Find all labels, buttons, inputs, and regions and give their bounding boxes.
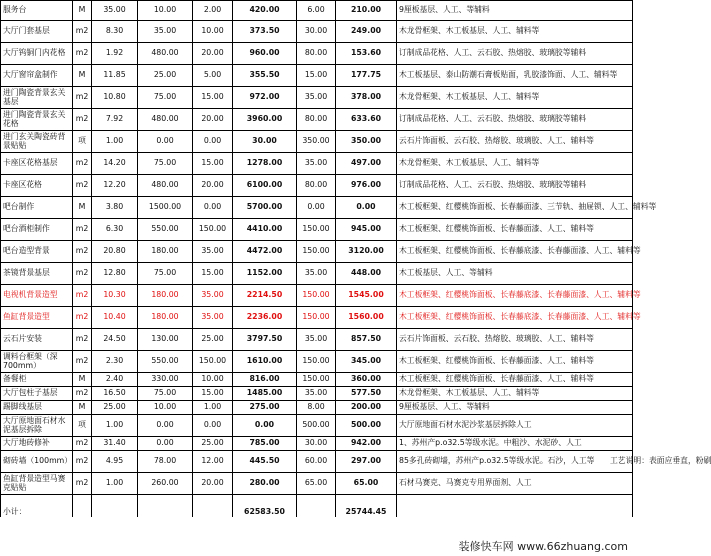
row-material-subtotal: 420.00 <box>233 1 297 21</box>
row-labor-price: 8.00 <box>297 401 336 415</box>
row-item-name: 卡座区花格基层 <box>1 153 73 175</box>
row-unit: m2 <box>73 387 92 401</box>
row-aux-price: 12.00 <box>193 451 233 473</box>
table-row <box>1 131 633 153</box>
row-material-subtotal: 816.00 <box>233 373 297 387</box>
row-unit: m2 <box>73 219 92 241</box>
row-remark: 1、苏州产p.o32.5等级水泥。中粗沙、水泥砂、人工 <box>397 437 633 451</box>
row-aux-price: 10.00 <box>193 21 233 43</box>
row-remark: 木龙骨框架、木工板基层、人工、辅料等 <box>397 87 633 109</box>
row-material-subtotal: 30.00 <box>233 131 297 153</box>
row-material-subtotal: 5700.00 <box>233 197 297 219</box>
row-material-subtotal: 6100.00 <box>233 175 297 197</box>
row-labor-subtotal: 0.00 <box>336 197 397 219</box>
row-remark: 9厘板基层、人工、等辅料 <box>397 401 633 415</box>
row-labor-subtotal: 942.00 <box>336 437 397 451</box>
table-row <box>1 175 633 197</box>
row-material-subtotal: 0.00 <box>233 415 297 437</box>
row-item-name: 进门陶瓷背景玄关基层 <box>1 87 73 109</box>
row-quantity: 4.95 <box>92 451 138 473</box>
row-item-name: 调料台框架（深700mm） <box>1 351 73 373</box>
row-aux-price: 25.00 <box>193 329 233 351</box>
row-quantity: 6.30 <box>92 219 138 241</box>
row-item-name: 云石片安装 <box>1 329 73 351</box>
row-labor-price: 150.00 <box>297 373 336 387</box>
row-unit: 项 <box>73 415 92 437</box>
row-labor-price: 150.00 <box>297 241 336 263</box>
row-unit: m2 <box>73 451 92 473</box>
row-labor-subtotal: 153.60 <box>336 43 397 65</box>
total-subtotal-2: 25744.45 <box>336 495 397 517</box>
row-aux-price: 20.00 <box>193 109 233 131</box>
table-row <box>1 43 633 65</box>
row-quantity: 10.40 <box>92 307 138 329</box>
row-unit: m2 <box>73 241 92 263</box>
row-material-price: 0.00 <box>138 131 193 153</box>
row-item-name: 吧台制作 <box>1 197 73 219</box>
row-remark: 木工板框架、红樱桃饰面板、长春藤底漆、长春藤面漆、人工、辅料等 <box>397 241 633 263</box>
row-quantity: 8.30 <box>92 21 138 43</box>
row-labor-price: 35.00 <box>297 263 336 285</box>
row-remark: 云石片饰面板、云石胶、热熔胶、玻璃胶、人工、辅料等 <box>397 329 633 351</box>
row-quantity: 24.50 <box>92 329 138 351</box>
row-item-name: 电视机背景造型 <box>1 285 73 307</box>
row-material-subtotal: 275.00 <box>233 401 297 415</box>
table-row <box>1 1 633 21</box>
row-material-price: 75.00 <box>138 263 193 285</box>
row-item-name: 茶镜背景基层 <box>1 263 73 285</box>
row-unit: M <box>73 197 92 219</box>
table-row <box>1 109 633 131</box>
table-row <box>1 473 633 495</box>
table-row <box>1 401 633 415</box>
row-item-name: 鱼缸背景造型 <box>1 307 73 329</box>
table-row <box>1 415 633 437</box>
row-item-name: 吧台造型背景 <box>1 241 73 263</box>
row-aux-price: 35.00 <box>193 307 233 329</box>
row-aux-price: 15.00 <box>193 153 233 175</box>
row-labor-subtotal: 3120.00 <box>336 241 397 263</box>
row-material-subtotal: 1485.00 <box>233 387 297 401</box>
row-labor-price: 500.00 <box>297 415 336 437</box>
table-row <box>1 21 633 43</box>
row-remark: 木工板框架、红樱桃饰面板、长春藤面漆、三节轨、抽屉锁、人工、辅料等 <box>397 197 633 219</box>
row-remark: 订制成品花格、人工、云石胶、热熔胶、玻璃胶等辅料 <box>397 43 633 65</box>
row-item-name: 备餐柜 <box>1 373 73 387</box>
row-quantity: 12.20 <box>92 175 138 197</box>
row-material-subtotal: 785.00 <box>233 437 297 451</box>
row-remark: 大厅原地面石材水泥沙浆基层拆除人工 <box>397 415 633 437</box>
row-material-price: 180.00 <box>138 241 193 263</box>
row-unit: M <box>73 1 92 21</box>
row-material-price: 75.00 <box>138 387 193 401</box>
row-material-price: 480.00 <box>138 175 193 197</box>
row-labor-subtotal: 200.00 <box>336 401 397 415</box>
row-material-price: 35.00 <box>138 21 193 43</box>
row-quantity: 2.30 <box>92 351 138 373</box>
row-remark: 9厘板基层、人工、等辅料 <box>397 1 633 21</box>
row-remark: 订制成品花格、人工、云石胶、热熔胶、玻璃胶等辅料 <box>397 109 633 131</box>
row-remark: 85多孔砖砌墙，苏州产p.o32.5等级水泥。石沙，人工等 工艺说明：表面应垂直，粉刷 <box>397 451 633 473</box>
row-labor-price: 150.00 <box>297 307 336 329</box>
total-row <box>1 495 633 517</box>
row-material-price: 480.00 <box>138 43 193 65</box>
table-row <box>1 197 633 219</box>
row-remark: 木工板框架、红樱桃饰面板、长春藤面漆、人工、辅料等 <box>397 351 633 373</box>
row-remark: 木工板框架、红樱桃饰面板、长春藤底漆、长春藤面漆、人工、辅料等 <box>397 307 633 329</box>
row-labor-price: 35.00 <box>297 329 336 351</box>
row-labor-subtotal: 350.00 <box>336 131 397 153</box>
row-labor-price: 15.00 <box>297 65 336 87</box>
row-aux-price: 10.00 <box>193 373 233 387</box>
row-aux-price: 2.00 <box>193 1 233 21</box>
row-material-price: 260.00 <box>138 473 193 495</box>
row-labor-price: 80.00 <box>297 175 336 197</box>
table-row <box>1 387 633 401</box>
table-row <box>1 219 633 241</box>
row-aux-price: 20.00 <box>193 473 233 495</box>
row-labor-subtotal: 345.00 <box>336 351 397 373</box>
row-quantity: 12.80 <box>92 263 138 285</box>
row-labor-price: 80.00 <box>297 43 336 65</box>
row-remark: 木龙骨框架、木工板基层、人工、辅料等 <box>397 21 633 43</box>
row-labor-price: 35.00 <box>297 387 336 401</box>
table-row <box>1 307 633 329</box>
row-labor-price: 80.00 <box>297 109 336 131</box>
row-remark: 云石片饰面板、云石胶、热熔胶、玻璃胶、人工、辅料等 <box>397 131 633 153</box>
row-quantity: 1.92 <box>92 43 138 65</box>
row-material-subtotal: 960.00 <box>233 43 297 65</box>
row-unit: m2 <box>73 285 92 307</box>
row-material-subtotal: 2236.00 <box>233 307 297 329</box>
row-aux-price: 15.00 <box>193 87 233 109</box>
row-unit: M <box>73 373 92 387</box>
row-aux-price: 35.00 <box>193 285 233 307</box>
row-unit: m2 <box>73 329 92 351</box>
row-labor-subtotal: 497.00 <box>336 153 397 175</box>
row-item-name: 大厅钨铜门内花格 <box>1 43 73 65</box>
table-row <box>1 373 633 387</box>
row-material-price: 75.00 <box>138 87 193 109</box>
row-quantity: 10.30 <box>92 285 138 307</box>
row-material-price: 180.00 <box>138 285 193 307</box>
row-item-name: 吧台酒柜制作 <box>1 219 73 241</box>
row-item-name: 鱼缸背景造型马赛克贴贴 <box>1 473 73 495</box>
row-aux-price: 5.00 <box>193 65 233 87</box>
row-labor-price: 30.00 <box>297 437 336 451</box>
row-quantity: 7.92 <box>92 109 138 131</box>
row-item-name: 大厅原地面石材水泥基层拆除 <box>1 415 73 437</box>
row-labor-price: 6.00 <box>297 1 336 21</box>
row-material-subtotal: 1152.00 <box>233 263 297 285</box>
row-item-name: 进门玄关陶瓷砖背景贴贴 <box>1 131 73 153</box>
row-remark: 木工板框架、红樱桃饰面板、长春藤底漆、长春藤面漆、人工、辅料等 <box>397 285 633 307</box>
row-labor-subtotal: 633.60 <box>336 109 397 131</box>
row-labor-subtotal: 210.00 <box>336 1 397 21</box>
row-labor-price: 350.00 <box>297 131 336 153</box>
site-watermark: 装修快车网 www.66zhuang.com <box>458 540 628 553</box>
row-item-name: 砌砖墙（100mm） <box>1 451 73 473</box>
table-row <box>1 351 633 373</box>
total-subtotal-1: 62583.50 <box>233 495 297 517</box>
row-material-price: 330.00 <box>138 373 193 387</box>
row-aux-price: 0.00 <box>193 131 233 153</box>
row-unit: m2 <box>73 263 92 285</box>
row-aux-price: 15.00 <box>193 263 233 285</box>
row-quantity: 31.40 <box>92 437 138 451</box>
row-unit: m2 <box>73 437 92 451</box>
row-labor-price: 30.00 <box>297 21 336 43</box>
row-remark: 木工板框架、红樱桃饰面板、长春藤面漆、人工、辅料等 <box>397 373 633 387</box>
row-unit: m2 <box>73 21 92 43</box>
table-row <box>1 87 633 109</box>
row-labor-price: 150.00 <box>297 351 336 373</box>
row-quantity: 16.50 <box>92 387 138 401</box>
row-material-subtotal: 280.00 <box>233 473 297 495</box>
row-labor-subtotal: 360.00 <box>336 373 397 387</box>
table-row <box>1 153 633 175</box>
row-quantity: 1.00 <box>92 415 138 437</box>
row-labor-price: 150.00 <box>297 219 336 241</box>
row-labor-price: 35.00 <box>297 153 336 175</box>
row-labor-subtotal: 448.00 <box>336 263 397 285</box>
row-unit: m2 <box>73 153 92 175</box>
row-quantity: 25.00 <box>92 401 138 415</box>
row-material-price: 10.00 <box>138 1 193 21</box>
row-item-name: 大厅地砖修补 <box>1 437 73 451</box>
row-aux-price: 20.00 <box>193 175 233 197</box>
row-remark: 木龙骨框架、木工板基层、人工、辅料等 <box>397 387 633 401</box>
row-item-name: 大厅窗帘盒制作 <box>1 65 73 87</box>
row-unit: m2 <box>73 175 92 197</box>
total-label: 小计： <box>1 495 73 517</box>
row-material-price: 1500.00 <box>138 197 193 219</box>
row-quantity: 14.20 <box>92 153 138 175</box>
row-quantity: 10.80 <box>92 87 138 109</box>
row-unit: m2 <box>73 109 92 131</box>
table-row <box>1 285 633 307</box>
row-material-subtotal: 373.50 <box>233 21 297 43</box>
row-unit: m2 <box>73 307 92 329</box>
row-labor-subtotal: 1560.00 <box>336 307 397 329</box>
row-labor-subtotal: 857.50 <box>336 329 397 351</box>
table-row <box>1 263 633 285</box>
row-material-price: 480.00 <box>138 109 193 131</box>
row-unit: M <box>73 401 92 415</box>
row-labor-price: 65.00 <box>297 473 336 495</box>
row-unit: m2 <box>73 351 92 373</box>
row-item-name: 进门陶瓷背景玄关花格 <box>1 109 73 131</box>
row-material-price: 180.00 <box>138 307 193 329</box>
row-material-price: 550.00 <box>138 351 193 373</box>
row-material-subtotal: 4472.00 <box>233 241 297 263</box>
row-labor-subtotal: 945.00 <box>336 219 397 241</box>
row-labor-price: 150.00 <box>297 285 336 307</box>
row-labor-subtotal: 249.00 <box>336 21 397 43</box>
row-material-subtotal: 3797.50 <box>233 329 297 351</box>
row-labor-subtotal: 976.00 <box>336 175 397 197</box>
row-material-subtotal: 3960.00 <box>233 109 297 131</box>
row-quantity: 1.00 <box>92 131 138 153</box>
row-material-price: 0.00 <box>138 437 193 451</box>
row-remark: 订制成品花格、人工、云石胶、热熔胶、玻璃胶等辅料 <box>397 175 633 197</box>
row-remark: 木工板基层、人工、等辅料 <box>397 263 633 285</box>
row-aux-price: 150.00 <box>193 351 233 373</box>
row-labor-subtotal: 378.00 <box>336 87 397 109</box>
row-item-name: 踢脚线基层 <box>1 401 73 415</box>
row-aux-price: 25.00 <box>193 437 233 451</box>
row-labor-subtotal: 1545.00 <box>336 285 397 307</box>
row-item-name: 大厅门套基层 <box>1 21 73 43</box>
row-material-price: 550.00 <box>138 219 193 241</box>
row-labor-price: 35.00 <box>297 87 336 109</box>
table-row <box>1 241 633 263</box>
row-quantity: 11.85 <box>92 65 138 87</box>
table-row <box>1 65 633 87</box>
row-remark: 木龙骨框架、木工板基层、人工、辅料等 <box>397 153 633 175</box>
row-labor-subtotal: 577.50 <box>336 387 397 401</box>
row-remark: 木工板基层、泰山防潮石膏板贴面，乳胶漆饰面、人工、辅料等 <box>397 65 633 87</box>
row-unit: M <box>73 65 92 87</box>
row-labor-price: 0.00 <box>297 197 336 219</box>
table-row <box>1 329 633 351</box>
row-unit: m2 <box>73 473 92 495</box>
row-aux-price: 1.00 <box>193 401 233 415</box>
row-material-price: 0.00 <box>138 415 193 437</box>
row-material-price: 10.00 <box>138 401 193 415</box>
row-item-name: 服务台 <box>1 1 73 21</box>
row-aux-price: 150.00 <box>193 219 233 241</box>
row-labor-price: 60.00 <box>297 451 336 473</box>
row-material-price: 25.00 <box>138 65 193 87</box>
row-aux-price: 35.00 <box>193 241 233 263</box>
row-material-subtotal: 2214.50 <box>233 285 297 307</box>
row-aux-price: 0.00 <box>193 197 233 219</box>
row-aux-price: 20.00 <box>193 43 233 65</box>
row-aux-price: 0.00 <box>193 415 233 437</box>
row-material-subtotal: 972.00 <box>233 87 297 109</box>
row-quantity: 35.00 <box>92 1 138 21</box>
row-quantity: 1.00 <box>92 473 138 495</box>
row-material-subtotal: 4410.00 <box>233 219 297 241</box>
row-material-price: 130.00 <box>138 329 193 351</box>
row-aux-price: 15.00 <box>193 387 233 401</box>
row-labor-subtotal: 500.00 <box>336 415 397 437</box>
row-item-name: 卡座区花格 <box>1 175 73 197</box>
row-remark: 木工板框架、红樱桃饰面板、长春藤面漆、人工、辅料等 <box>397 219 633 241</box>
row-quantity: 2.40 <box>92 373 138 387</box>
row-material-subtotal: 1278.00 <box>233 153 297 175</box>
row-material-subtotal: 1610.00 <box>233 351 297 373</box>
row-material-price: 75.00 <box>138 153 193 175</box>
row-labor-subtotal: 65.00 <box>336 473 397 495</box>
row-material-subtotal: 355.50 <box>233 65 297 87</box>
row-labor-subtotal: 297.00 <box>336 451 397 473</box>
row-item-name: 大厅包柱子基层 <box>1 387 73 401</box>
row-material-subtotal: 445.50 <box>233 451 297 473</box>
row-labor-subtotal: 177.75 <box>336 65 397 87</box>
row-material-price: 78.00 <box>138 451 193 473</box>
table-row <box>1 437 633 451</box>
row-quantity: 3.80 <box>92 197 138 219</box>
row-unit: 项 <box>73 131 92 153</box>
row-unit: m2 <box>73 43 92 65</box>
row-remark: 石材马赛克、马赛克专用界面剂、人工 <box>397 473 633 495</box>
table-row <box>1 451 633 473</box>
row-quantity: 20.80 <box>92 241 138 263</box>
row-unit: m2 <box>73 87 92 109</box>
